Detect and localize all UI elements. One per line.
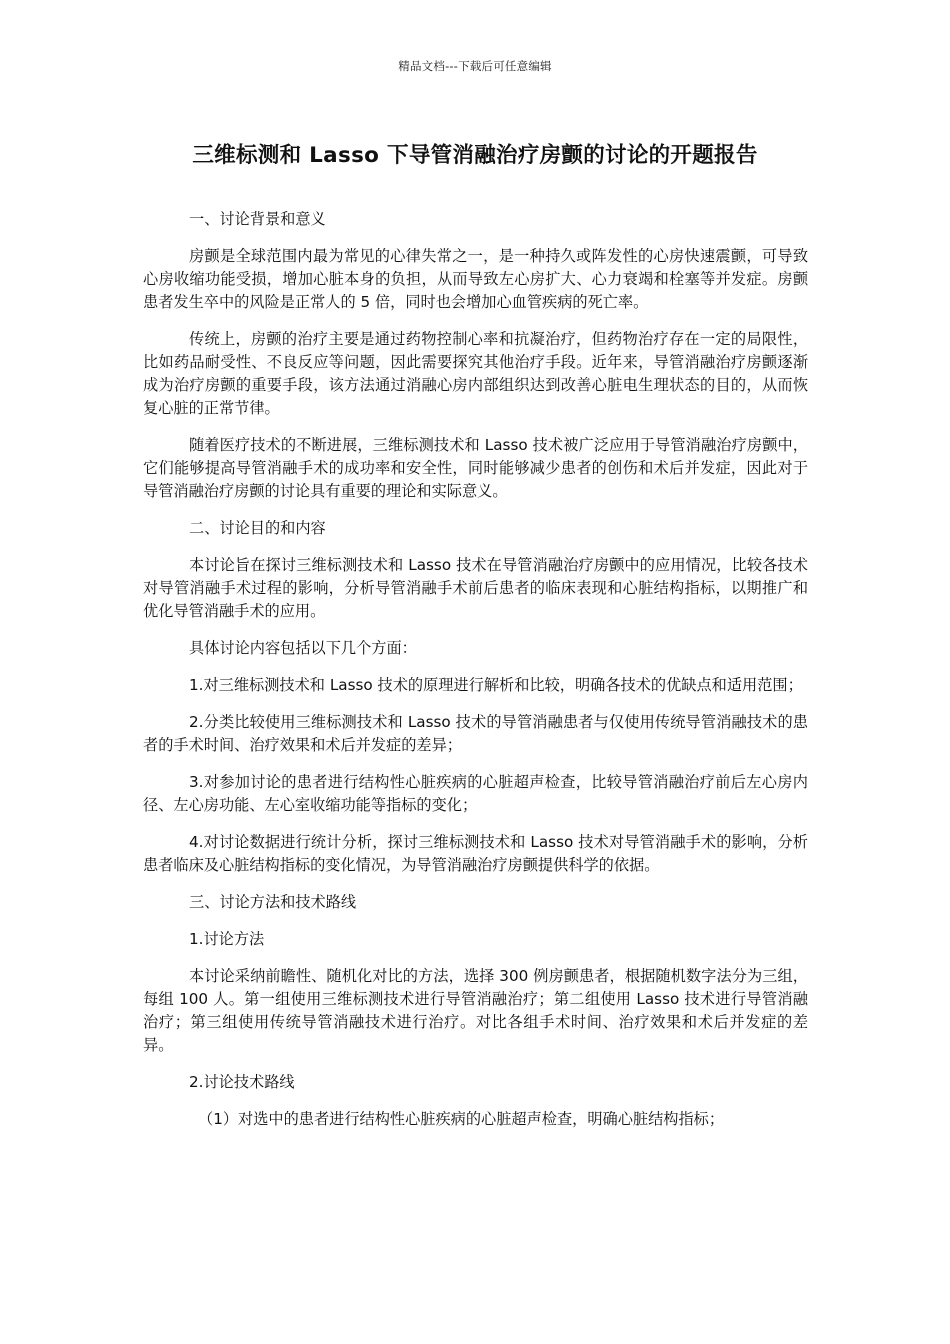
paragraph-objectives-1: 本讨论旨在探讨三维标测技术和 Lasso 技术在导管消融治疗房颤中的应用情况，比较各技术对导管消融手术过程的影响，分析导管消融手术前后患者的临床表现和心脏结构指标，以期推广和优化导管消融手术的应用。 — [143, 556, 808, 620]
paragraph-objectives-2: 具体讨论内容包括以下几个方面： — [189, 639, 417, 657]
paragraph-methods: 本讨论采纳前瞻性、随机化对比的方法，选择 300 例房颤患者，根据随机数字法分为三组，每组 100 人。第一组使用三维标测技术进行导管消融治疗；第二组使用 Lasso 技术进行导管消融治疗；第三组使用传统导管消融技术进行治疗。对比各组手术时间、治疗效果和术后并发症的差异。 — [143, 967, 808, 1054]
subheading-methods: 1.讨论方法 — [189, 930, 265, 948]
paragraph-background-2: 传统上，房颤的治疗主要是通过药物控制心率和抗凝治疗，但药物治疗存在一定的局限性，比如药品耐受性、不良反应等问题，因此需要探究其他治疗手段。近年来，导管消融治疗房颤逐渐成为治疗房颤的重要手段，该方法通过消融心房内部组织达到改善心脏电生理状态的目的，从而恢复心脏的正常节律。 — [143, 330, 808, 417]
paragraph-background-3: 随着医疗技术的不断进展，三维标测技术和 Lasso 技术被广泛应用于导管消融治疗房颤中，它们能够提高导管消融手术的成功率和安全性，同时能够减少患者的创伤和术后并发症，因此对于导管消融治疗房颤的讨论具有重要的理论和实际意义。 — [143, 436, 808, 500]
route-step-1: （1）对选中的患者进行结构性心脏疾病的心脏超声检查，明确心脏结构指标； — [198, 1110, 725, 1128]
content-item-1: 1.对三维标测技术和 Lasso 技术的原理进行解析和比较，明确各技术的优缺点和适用范围； — [189, 676, 803, 694]
section-heading-objectives: 二、讨论目的和内容 — [189, 519, 326, 537]
document-body — [143, 208, 808, 1131]
section-heading-methods: 三、讨论方法和技术路线 — [189, 893, 357, 911]
subheading-technical-route: 2.讨论技术路线 — [189, 1073, 295, 1091]
document-title: 三维标测和 Lasso 下导管消融治疗房颤的讨论的开题报告 — [192, 143, 758, 168]
content-item-3: 3.对参加讨论的患者进行结构性心脏疾病的心脏超声检查，比较导管消融治疗前后左心房内径、左心房功能、左心室收缩功能等指标的变化； — [143, 773, 808, 814]
paragraph-background-1: 房颤是全球范围内最为常见的心律失常之一，是一种持久或阵发性的心房快速震颤，可导致心房收缩功能受损，增加心脏本身的负担，从而导致左心房扩大、心力衰竭和栓塞等并发症。房颤患者发生卒中的风险是正常人的 5 倍，同时也会增加心血管疾病的死亡率。 — [143, 247, 808, 311]
content-item-4: 4.对讨论数据进行统计分析，探讨三维标测技术和 Lasso 技术对导管消融手术的影响，分析患者临床及心脏结构指标的变化情况，为导管消融治疗房颤提供科学的依据。 — [143, 833, 808, 874]
header-note: 精品文档---下载后可任意编辑 — [398, 59, 552, 73]
section-heading-background: 一、讨论背景和意义 — [189, 210, 326, 228]
content-item-2: 2.分类比较使用三维标测技术和 Lasso 技术的导管消融患者与仅使用传统导管消融技术的患者的手术时间、治疗效果和术后并发症的差异； — [143, 713, 808, 754]
